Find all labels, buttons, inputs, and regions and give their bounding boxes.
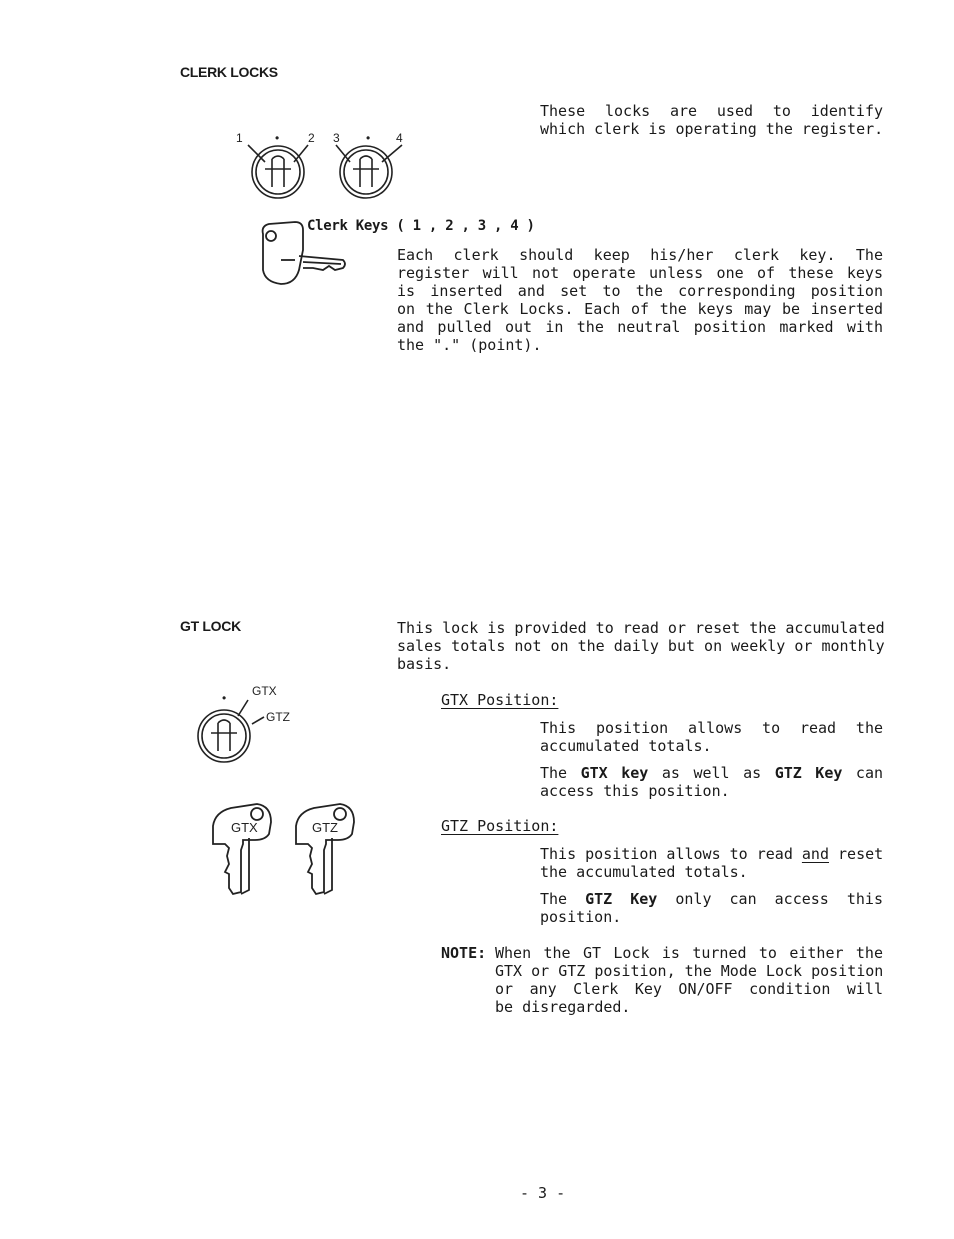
gtx-position-para2 [540, 764, 883, 800]
gt-lock-label-gtx: GTX [252, 684, 277, 698]
gt-lock-intro-line-2: sales totals not on the daily but on weekly or monthly [397, 637, 885, 655]
clerk-locks-illustration [220, 125, 410, 215]
gtz-para1-line-1: This position allows to read and reset [540, 845, 884, 863]
gtz-position-para1 [540, 845, 883, 881]
gtx-position-para1 [540, 719, 883, 755]
clerk-keys-line-1: Each clerk should keep his/her clerk key. The [397, 246, 883, 264]
clerk-keys-heading: Clerk Keys ( 1 , 2 , 3 , 4 ) [307, 218, 535, 234]
gtx-para2-line-1: The GTX key as well as GTZ Key can [540, 764, 884, 782]
gtz-para2-line-2: position. [540, 908, 622, 926]
clerk-keys-description [397, 246, 883, 354]
gt-lock-heading: GT LOCK [180, 618, 241, 634]
clerk-lock-dot-2: • [366, 131, 371, 145]
clerk-keys-line-2: register will not operate unless one of these keys [397, 264, 883, 282]
clerk-lock-label-3: 3 [333, 131, 340, 145]
gtx-para2-line-2: access this position. [540, 782, 730, 800]
clerk-keys-line-6: the "." (point). [397, 336, 542, 354]
gtz-position-title: GTZ Position: [441, 817, 559, 835]
note-text [495, 944, 883, 1016]
clerk-lock-dot-1: • [275, 131, 280, 145]
and-underlined: and [801, 845, 829, 863]
gt-lock-illustration [192, 680, 302, 765]
gtx-para1-line-2: accumulated totals. [540, 737, 712, 755]
note-line-1: When the GT Lock is turned to either the [495, 944, 883, 962]
gt-lock-icon [198, 700, 264, 762]
clerk-lock-label-1: 1 [236, 131, 243, 145]
gtx-key-icon [205, 800, 280, 900]
note-line-4: be disregarded. [495, 998, 631, 1016]
gt-lock-intro [397, 619, 883, 673]
gtz-para2-line-1: The GTZ Key only can access this [540, 890, 883, 908]
clerk-keys-line-4: on the Clerk Locks. Each of the keys may be inserted [397, 300, 883, 318]
gtx-para1-line-1: This position allows to read the [540, 719, 883, 737]
gtx-key-label: GTX [231, 820, 258, 835]
note-line-2: GTX or GTZ position, the Mode Lock position [495, 962, 884, 980]
clerk-lock-label-2: 2 [308, 131, 315, 145]
clerk-keys-line-5: and pulled out in the neutral position marked with [397, 318, 883, 336]
gt-lock-intro-line-3: basis. [397, 655, 452, 673]
gtx-key-name: GTX key [580, 764, 649, 782]
gtz-para1-line-2: the accumulated totals. [540, 863, 748, 881]
gtz-key-name-2: GTZ Key [585, 890, 658, 908]
clerk-locks-line-2: which clerk is operating the register. [540, 120, 884, 138]
gt-lock-intro-line-1: This lock is provided to read or reset the accumulated [397, 619, 885, 637]
gt-lock-label-gtz: GTZ [266, 710, 290, 724]
clerk-locks-heading: CLERK LOCKS [180, 64, 278, 80]
gtz-position-para2 [540, 890, 883, 926]
clerk-locks-line-1: These locks are used to identify [540, 102, 883, 120]
clerk-keys-line-3: is inserted and set to the corresponding position [397, 282, 883, 300]
lock-2-icon [336, 145, 402, 198]
gtz-key-name: GTZ Key [774, 764, 843, 782]
note-line-3: or any Clerk Key ON/OFF condition will [495, 980, 883, 998]
gtx-position-title: GTX Position: [441, 691, 559, 709]
note-label: NOTE: [441, 944, 487, 962]
lock-1-icon [248, 145, 308, 198]
gtz-key-icon [288, 800, 363, 900]
clerk-locks-description [540, 102, 883, 138]
gtz-key-label: GTZ [312, 820, 338, 835]
page-number: - 3 - [520, 1184, 566, 1202]
gt-lock-dot: • [222, 691, 227, 705]
clerk-lock-label-4: 4 [396, 131, 403, 145]
